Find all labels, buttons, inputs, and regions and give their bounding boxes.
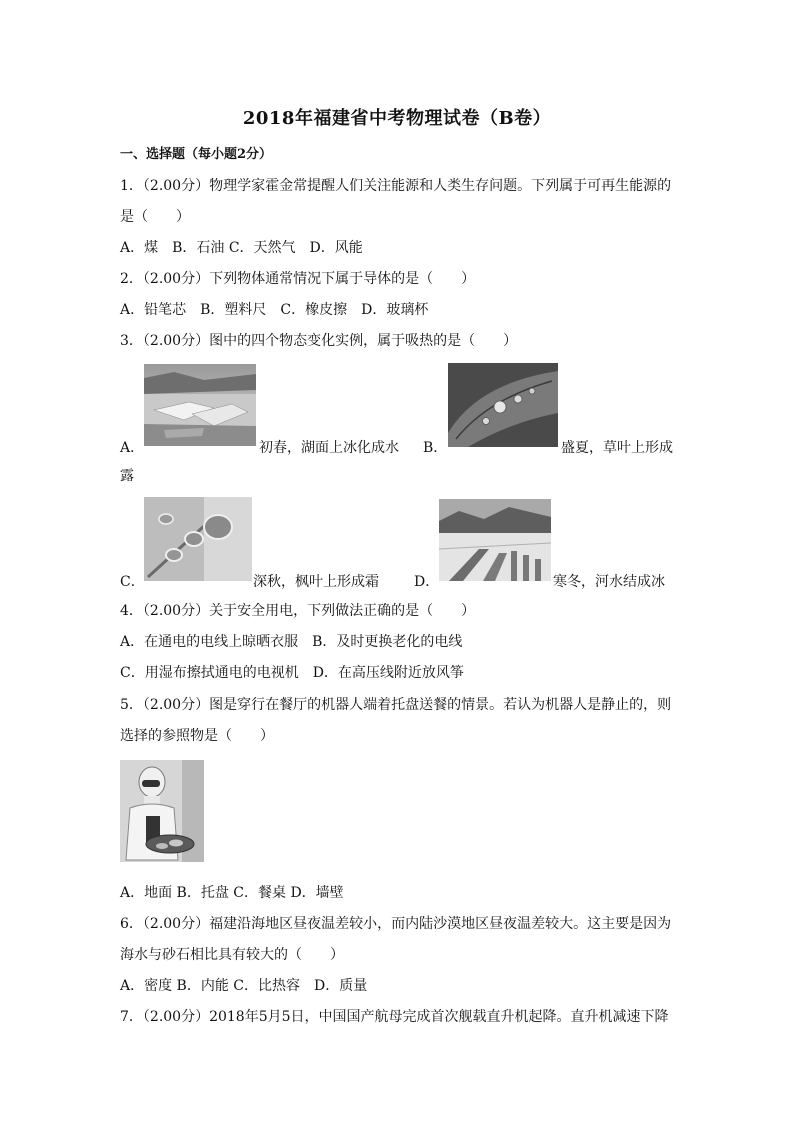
- q3-option-a-caption: 初春，湖面上冰化成水: [259, 440, 399, 456]
- q3-option-b-label: B．: [423, 440, 448, 456]
- q2-stem: 2．（2.00分）下列物体通常情况下属于导体的是（ ）: [120, 271, 476, 287]
- q5-options: A．地面 B．托盘 C．餐桌 D．墙壁: [120, 885, 344, 901]
- q3-option-b-caption: 盛夏，草叶上形成: [561, 440, 673, 456]
- q3-option-a-label: A．: [120, 440, 145, 456]
- q3-option-c-caption: 深秋，枫叶上形成霜: [253, 574, 379, 590]
- frozen-river-photo: [439, 499, 551, 581]
- q3-image-c-frost: [144, 497, 252, 581]
- q3-option-d-label: D．: [414, 574, 440, 590]
- q3-stem: 3．（2.00分）图中的四个物态变化实例，属于吸热的是（ ）: [120, 333, 518, 349]
- robot-waiter-photo: [120, 760, 204, 862]
- q4-options-row2: C．用湿布擦拭通电的电视机 D．在高压线附近放风筝: [120, 665, 464, 681]
- q3-option-b-caption-cont: 露: [120, 468, 134, 484]
- q3-image-b-dew: [448, 363, 558, 447]
- q3-option-d-caption: 寒冬，河水结成冰: [553, 574, 665, 590]
- frost-leaf-photo: [144, 497, 252, 581]
- exam-title: 2018年福建省中考物理试卷（B卷）: [242, 108, 552, 129]
- dew-leaf-photo: [448, 363, 558, 447]
- q1-stem-line1: 1．（2.00分）物理学家霍金常提醒人们关注能源和人类生存问题。下列属于可再生能源的: [120, 178, 672, 194]
- q5-stem-line1: 5．（2.00分）图是穿行在餐厅的机器人端着托盘送餐的情景。若认为机器人是静止的，则: [120, 697, 672, 713]
- q4-stem: 4．（2.00分）关于安全用电，下列做法正确的是（ ）: [120, 603, 476, 619]
- q5-stem-line2: 选择的参照物是（ ）: [120, 728, 274, 744]
- ice-melting-photo: [144, 364, 256, 446]
- q3-image-a-ice-melting: [144, 364, 256, 446]
- q3-option-c-label: C．: [120, 574, 145, 590]
- q5-robot-image: [120, 760, 204, 862]
- q2-options: A．铅笔芯 B．塑料尺 C．橡皮擦 D．玻璃杯: [120, 302, 429, 318]
- q4-options-row1: A．在通电的电线上晾晒衣服 B．及时更换老化的电线: [120, 634, 463, 650]
- q1-stem-line2: 是（ ）: [120, 209, 190, 225]
- q7-stem-line1: 7．（2.00分）2018年5月5日，中国国产航母完成首次舰载直升机起降。直升机减速下降: [120, 1009, 669, 1025]
- section-heading: 一、选择题（每小题2分）: [120, 147, 273, 162]
- q1-options: A．煤 B．石油 C．天然气 D．风能: [120, 240, 363, 256]
- q3-image-d-frozen-river: [439, 499, 551, 581]
- q6-stem-line1: 6．（2.00分）福建沿海地区昼夜温差较小，而内陆沙漠地区昼夜温差较大。这主要是因为: [120, 916, 672, 932]
- q6-stem-line2: 海水与砂石相比具有较大的（ ）: [120, 947, 344, 963]
- q6-options: A．密度 B．内能 C．比热容 D．质量: [120, 978, 368, 994]
